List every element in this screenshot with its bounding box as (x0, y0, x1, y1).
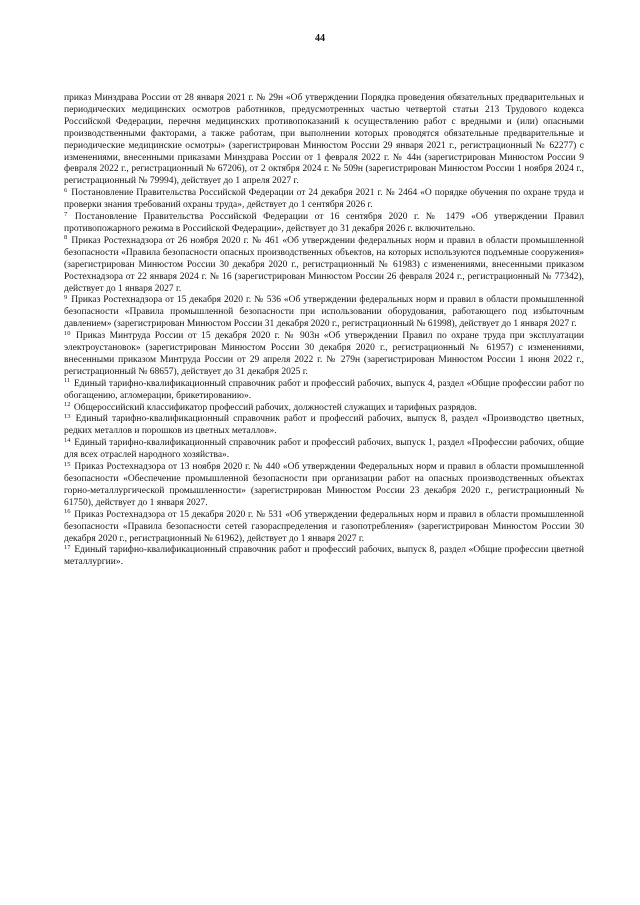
footnote-text: Единый тарифно-квалификационный справочник работ и профессий рабочих, выпуск 8, раздел «Производство цветных, редких металлов и порошков из цветных металлов». (64, 414, 585, 437)
footnote-text: Постановление Правительства Российской Федерации от 16 сентября 2020 г. № 1479 «Об утверждении Правил противопожарного режима в Российской Федерации», действует до 31 декабря 2026 г. включительно. (64, 212, 584, 234)
footnote-6 (64, 188, 584, 212)
footnote-text: Приказ Ростехнадзора от 26 ноября 2020 г. № 461 «Об утверждении федеральных норм и правил в области промышленной безопасности «Правила безопасности опасных производственных объектов, на которых используются подъемные сооружения» (зарегистрирован Минюстом России 30 декабря 2020 г., регистрационный № 61983) с изменениями, внесенными приказом Ростехнадзора от 22 января 2024 г. № 16 (зарегистрирован Минюстом России 26 февраля 2024 г., регистрационный № 77342), действует до 1 января 2027 г. (64, 235, 585, 294)
footnote-8 (64, 236, 584, 296)
footnote-number: 15 (64, 460, 71, 468)
footnote-9 (64, 295, 584, 331)
footnote-text: Единый тарифно-квалификационный справочник работ и профессий рабочих, выпуск 8, раздел «Общие профессии цветной металлургии». (64, 545, 585, 568)
footnote-number: 8 (64, 234, 68, 242)
footnote-text: Постановление Правительства Российской Федерации от 24 декабря 2021 г. № 2464 «О порядке обучения по охране труда и проверки знания требований охраны труда», действует до 1 сентября 2026 г. (64, 188, 584, 211)
footnote-11 (64, 379, 584, 403)
footnotes-list (64, 93, 584, 569)
footnote-7 (64, 212, 584, 236)
footnote-number: 17 (64, 543, 71, 551)
footnote-10 (64, 331, 584, 379)
footnote-text: Общероссийский классификатор профессий рабочих, должностей служащих и тарифных разрядов. (73, 402, 477, 413)
footnote-15 (64, 462, 584, 510)
footnote-text: Приказ Ростехнадзора от 15 декабря 2020 г. № 531 «Об утверждении федеральных норм и правил в области промышленной безопасности «Правила безопасности сетей газораспределения и газопотребления» (зарегистрирован Минюстом России 30 декабря 2020 г., регистрационный № 61962), действует до 1 января 2027 г. (64, 509, 585, 544)
footnote-17 (64, 545, 584, 569)
footnote-text: Приказ Минтруда России от 15 декабря 2020 г. № 903н «Об утверждении Правил по охране труда при эксплуатации электроустановок» (зарегистрирован Минюстом России 30 декабря 2020 г., регистрационный № 61957) с изменениями, внесенными приказом Минтруда России от 29 апреля 2022 г. № 279н (зарегистрирован Минюстом России 1 июня 2022 г., регистрационный № 68657), действует до 31 декабря 2025 г. (64, 331, 584, 377)
footnote-13 (64, 414, 584, 438)
footnote-number: 7 (64, 210, 68, 218)
footnote-text: приказ Минздрава России от 28 января 2021 г. № 29н «Об утверждении Порядка проведения обязательных предварительных и периодических медицинских осмотров работников, предусмотренных частью четвертой статьи 213 Трудового кодекса Российской Федерации, перечня медицинских противопоказаний к осуществлению работ с вредными и (или) опасными производственными факторами, а также работам, при выполнении которых проводятся обязательные предварительные и периодические медицинские осмотры» (зарегистрирован Минюстом России 29 января 2021 г., регистрационный № 62277) с изменениями, внесенными приказами Минздрава России от 1 февраля 2022 г. № 44н (зарегистрирован Минюстом России 9 февраля 2022 г., регистрационный № 67206), от 2 октября 2024 г. № 509н (зарегистрирован Минюстом России 1 ноября 2024 г., регистрационный № 79994), действует до 1 апреля 2027 г. (64, 93, 584, 187)
footnote-16 (64, 510, 584, 546)
footnote-number: 16 (64, 508, 71, 516)
footnote-number: 13 (64, 412, 71, 420)
footnote-number: 9 (64, 293, 68, 301)
footnote-number: 6 (64, 186, 68, 194)
footnote-continuation (64, 93, 584, 188)
footnote-number: 12 (64, 401, 71, 409)
footnote-number: 14 (64, 436, 71, 444)
footnote-text: Приказ Ростехнадзора от 13 ноября 2020 г. № 440 «Об утверждении Федеральных норм и правил в области промышленной безопасности «Обеспечение промышленной безопасности при организации работ на опасных производственных объектах горно-металлургической промышленности» (зарегистрирован Минюстом России 23 декабря 2020 г., регистрационный № 61750), действует до 1 января 2027. (64, 462, 585, 508)
footnote-text: Единый тарифно-квалификационный справочник работ и профессий рабочих, выпуск 4, раздел «Общие профессии работ по обогащению, агломерации, брикетированию». (64, 378, 585, 401)
footnote-text: Приказ Ростехнадзора от 15 декабря 2020 г. № 536 «Об утверждении федеральных норм и правил в области промышленной безопасности «Правила промышленной безопасности при использовании оборудования, работающего под избыточным давлением» (зарегистрирован Минюстом России 31 декабря 2020 г., регистрационный № 61998), действует до 1 января 2027 г. (64, 295, 585, 330)
footnote-14 (64, 438, 584, 462)
page-number: 44 (315, 33, 325, 44)
footnote-text: Единый тарифно-квалификационный справочник работ и профессий рабочих, выпуск 1, раздел «Профессии рабочих, общие для всех отраслей народного хозяйства». (64, 438, 584, 461)
footnote-number: 10 (64, 329, 71, 337)
footnote-12 (64, 403, 584, 415)
footnote-number: 11 (64, 377, 71, 385)
